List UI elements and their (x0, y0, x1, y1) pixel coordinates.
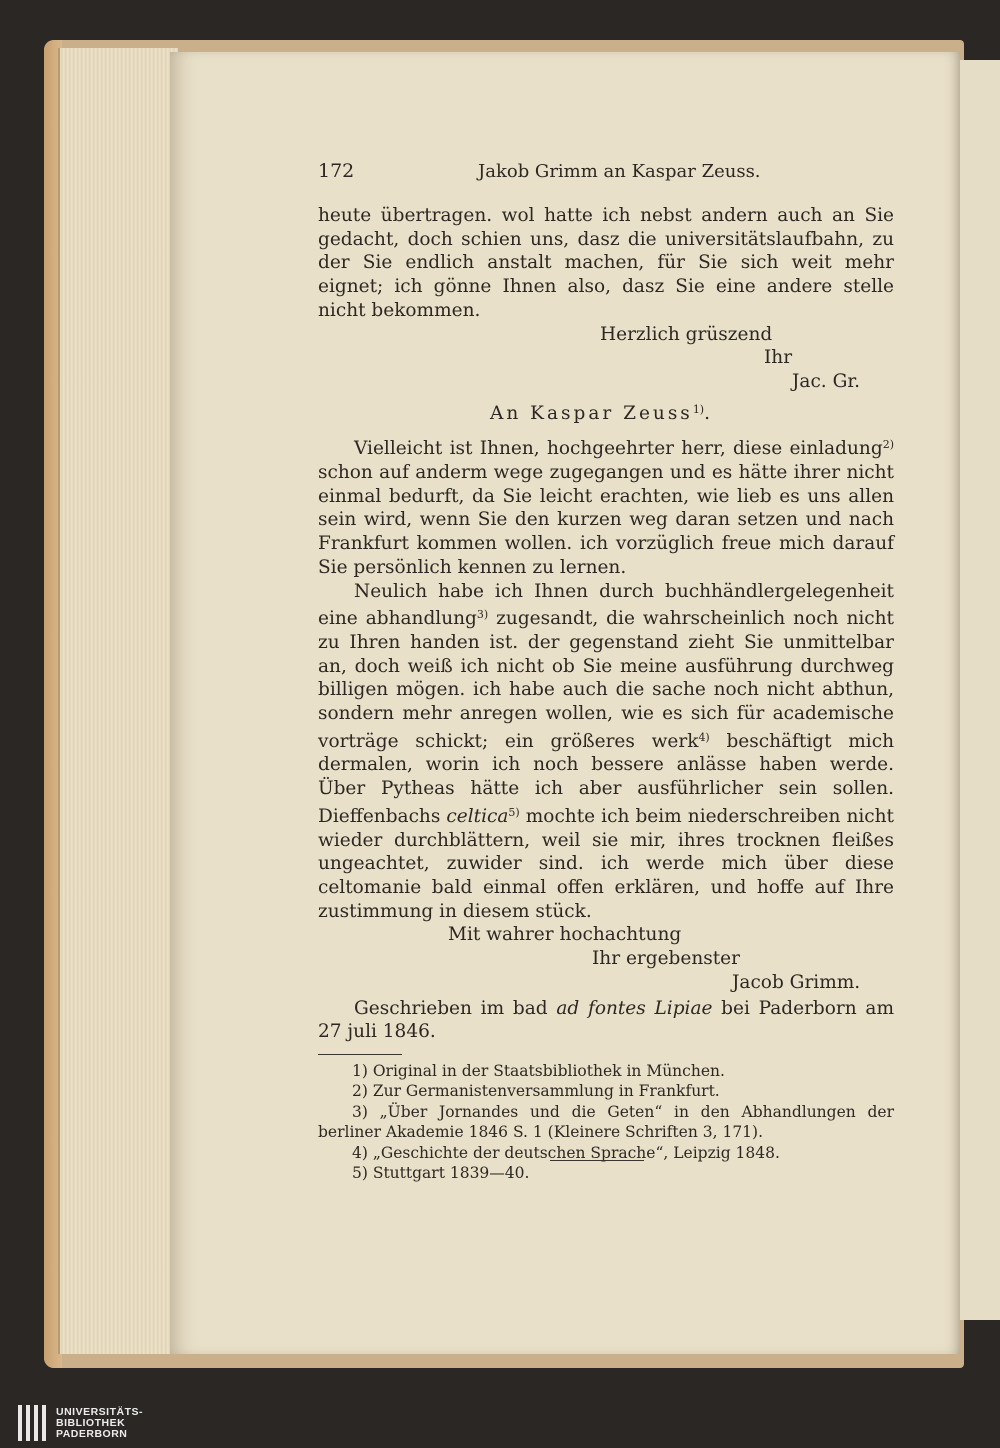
footnote-ref-1: 1) (692, 402, 705, 416)
footnote-rule (318, 1054, 402, 1055)
footnote: 3) „Über Jornandes und die Geten“ in den Abhandlungen der berliner Akademie 1846 S. 1 (Kleinere Schriften 3, 171). (318, 1102, 894, 1142)
logo-line-3: PADERBORN (56, 1427, 128, 1440)
letter1-closing-ihr: Ihr (764, 347, 793, 369)
footnote: 2) Zur Germanistenversammlung in Frankfurt. (352, 1082, 720, 1101)
letter1-closing: Herzlich grüszend (600, 323, 773, 345)
logo-bars-icon (18, 1405, 46, 1441)
letter2-signature: Jacob Grimm. (732, 971, 861, 993)
footnotes (318, 1061, 894, 1184)
letter1-paragraph: heute übertragen. wol hatte ich nebst andern auch an Sie gedacht, doch schien uns, dasz die universitätslaufbahn, zu der Sie endlich anstalt machen, für Sie sich weit mehr eignet; ich gönne Ihnen also, dasz Sie eine andere stelle nicht bekommen. (318, 205, 894, 321)
letter2-paragraph-2: Neulich habe ich Ihnen durch buchhändlergelegenheit eine abhandlung$^{3)}$ zugesandt, die wahrscheinlich noch nicht zu Ihren handen ist. der gegenstand zieht Sie unmittelbar an, doch weiß ich nicht ob Sie meine ausführung durchweg billigen mögen. ich habe auch die sache noch nicht abthun, sondern mehr anregen wollen, wie es sich für academische vorträge schickt; ein größeres werk$^{4)}$ beschäftigt mich dermalen, worin ich noch bessere anlässe haben werde. Über Pytheas hätte ich aber ausführlicher sein sollen. Dieffenbachs celtica$^{5)}$ mochte ich beim niederschreiben nicht wieder durchblättern, weil sie mir, ihres trocknen fleißes ungeachtet, zuwider sind. ich werde mich über diese celtomanie bald einmal offen erklären, und hoffe auf Ihre zustimmung in diesem stück. (318, 580, 895, 922)
footnote: 4) „Geschichte der deutschen Sprache“, Leipzig 1848. (352, 1143, 780, 1162)
footnote-ref-3: 3) (476, 608, 489, 622)
footnote: 5) Stuttgart 1839—40. (352, 1164, 530, 1183)
letter2-heading: An Kaspar Zeuss$^{1)}$. (490, 402, 710, 424)
page-text (318, 160, 894, 1184)
page-number: 172 (318, 160, 355, 182)
running-head (318, 160, 894, 190)
footnote-ref-5: 5) (508, 805, 520, 819)
page-edges (58, 48, 178, 1354)
letter1-signature: Jac. Gr. (792, 370, 861, 392)
footnote: 1) Original in der Staatsbibliothek in München. (352, 1061, 725, 1080)
footnote-ref-2: 2) (882, 438, 894, 452)
letter2-closing: Mit wahrer hochachtung (448, 924, 682, 946)
letter2-closing-ihr: Ihr ergebenster (592, 948, 740, 970)
logo-line-2: BIBLIOTHEK (56, 1416, 126, 1429)
logo-line-1: UNIVERSITÄTS- (56, 1405, 144, 1418)
end-rule (550, 1160, 644, 1161)
facing-page-edge (958, 60, 1000, 1320)
footnote-ref-4: 4) (698, 730, 710, 744)
library-logo (0, 1398, 200, 1448)
letter2-place-date: Geschrieben im bad ad fontes Lipiae bei Paderborn am 27 juli 1846. (318, 997, 894, 1043)
letter2-paragraph-1: Vielleicht ist Ihnen, hochgeehrter herr, diese einladung$^{2)}$ schon auf anderm wege zugegangen und es hätte ihrer nicht einmal bedurft, da Sie leicht erachten, wie lieb es uns allen sein wird, wenn Sie den kurzen weg daran setzen und nach Frankfurt kommen wollen. ich vorzüglich freue mich darauf Sie persönlich kennen zu lernen. (318, 438, 894, 578)
running-title: Jakob Grimm an Kaspar Zeuss. (478, 161, 761, 182)
